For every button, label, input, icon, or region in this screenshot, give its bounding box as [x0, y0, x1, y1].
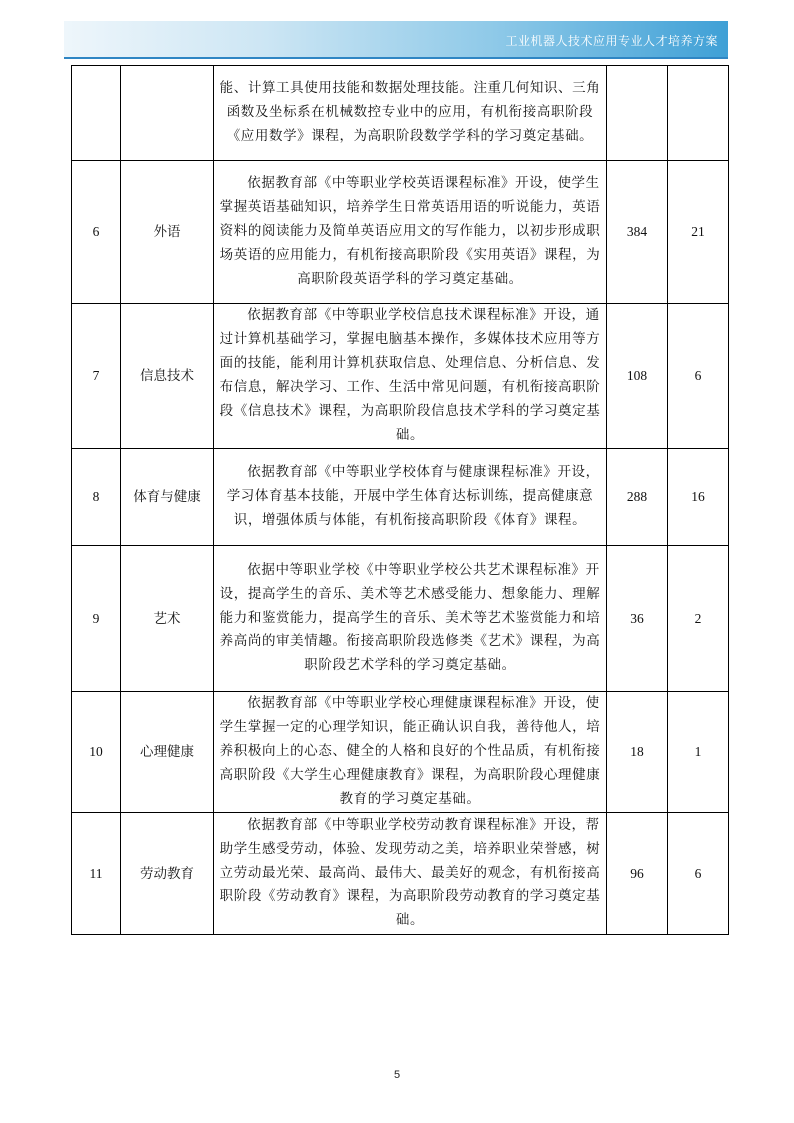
cell-description [214, 304, 607, 449]
course-description: 依据教育部《中等职业学校心理健康课程标准》开设，使学生掌握一定的心理学知识，能正确认识自我，善待他人，培养积极向上的心态、健全的人格和良好的个性品质，有机衔接高职阶段《大学生心理健康教育》课程，为高职阶段心理健康教育的学习奠定基础。 [219, 695, 601, 807]
course-credits: 6 [668, 813, 729, 935]
course-description: 依据教育部《中等职业学校英语课程标准》开设，使学生掌握英语基础知识，培养学生日常英语用语的听说能力，英语资料的阅读能力及简单英语应用文的写作能力，以初步形成职场英语的应用能力，有机衔接高职阶段《实用英语》课程，为高职阶段英语学科的学习奠定基础。 [219, 175, 601, 287]
cell-number [72, 66, 121, 161]
course-hours: 108 [607, 304, 668, 449]
course-hours: 288 [607, 449, 668, 546]
cell-description [214, 813, 607, 935]
course-name: 艺术 [121, 546, 214, 692]
cell-description [214, 161, 607, 304]
course-number: 10 [72, 692, 121, 813]
page-number: 5 [393, 1069, 401, 1081]
cell-description [214, 449, 607, 546]
cell-hours [607, 66, 668, 161]
course-number: 6 [72, 161, 121, 304]
course-name: 体育与健康 [121, 449, 214, 546]
cell-description [214, 546, 607, 692]
table-row-continuation [72, 66, 729, 161]
course-credits: 6 [668, 304, 729, 449]
course-credits: 21 [668, 161, 729, 304]
course-description: 依据教育部《中等职业学校信息技术课程标准》开设，通过计算机基础学习，掌握电脑基本操作，多媒体技术应用等方面的技能，能利用计算机获取信息、处理信息、分析信息、发布信息，解决学习、工作、生活中常见问题，有机衔接高职阶段《信息技术》课程，为高职阶段信息技术学科的学习奠定基础。 [219, 307, 601, 443]
cell-credits [668, 66, 729, 161]
cell-description [214, 66, 607, 161]
course-number: 8 [72, 449, 121, 546]
course-credits: 1 [668, 692, 729, 813]
table-row [72, 161, 729, 304]
course-name: 劳动教育 [121, 813, 214, 935]
course-description: 依据中等职业学校《中等职业学校公共艺术课程标准》开设，提高学生的音乐、美术等艺术感受能力、想象能力、理解能力和鉴赏能力，提高学生的音乐、美术等艺术鉴赏能力和培养高尚的审美情趣。衔接高职阶段选修类《艺术》课程，为高职阶段艺术学科的学习奠定基础。 [219, 561, 601, 674]
course-description: 依据教育部《中等职业学校劳动教育课程标准》开设，帮助学生感受劳动，体验、发现劳动之美，培养职业荣誉感，树立劳动最光荣、最高尚、最伟大、最美好的观念，有机衔接高职阶段《劳动教育》课程，为高职阶段劳动教育的学习奠定基础。 [219, 816, 601, 929]
course-number: 7 [72, 304, 121, 449]
cell-description [214, 692, 607, 813]
course-name: 信息技术 [121, 304, 214, 449]
course-credits: 2 [668, 546, 729, 692]
course-hours: 36 [607, 546, 668, 692]
table-row [72, 449, 729, 546]
course-description: 能、计算工具使用技能和数据处理技能。注重几何知识、三角函数及坐标系在机械数控专业中的应用，有机衔接高职阶段《应用数学》课程，为高职阶段数学学科的学习奠定基础。 [219, 80, 601, 144]
table-row [72, 304, 729, 449]
table-row [72, 813, 729, 935]
table-row [72, 546, 729, 692]
course-hours: 18 [607, 692, 668, 813]
cell-course-name [121, 66, 214, 161]
course-name: 心理健康 [121, 692, 214, 813]
document-title: 工业机器人技术应用专业人才培养方案 [505, 34, 718, 48]
course-hours: 384 [607, 161, 668, 304]
table-row [72, 692, 729, 813]
course-number: 11 [72, 813, 121, 935]
header-banner [64, 21, 728, 59]
curriculum-table [71, 65, 729, 935]
course-hours: 96 [607, 813, 668, 935]
course-name: 外语 [121, 161, 214, 304]
course-credits: 16 [668, 449, 729, 546]
course-description: 依据教育部《中等职业学校体育与健康课程标准》开设，学习体育基本技能，开展中学生体育达标训练，提高健康意识，增强体质与体能，有机衔接高职阶段《体育》课程。 [226, 464, 600, 528]
course-number: 9 [72, 546, 121, 692]
